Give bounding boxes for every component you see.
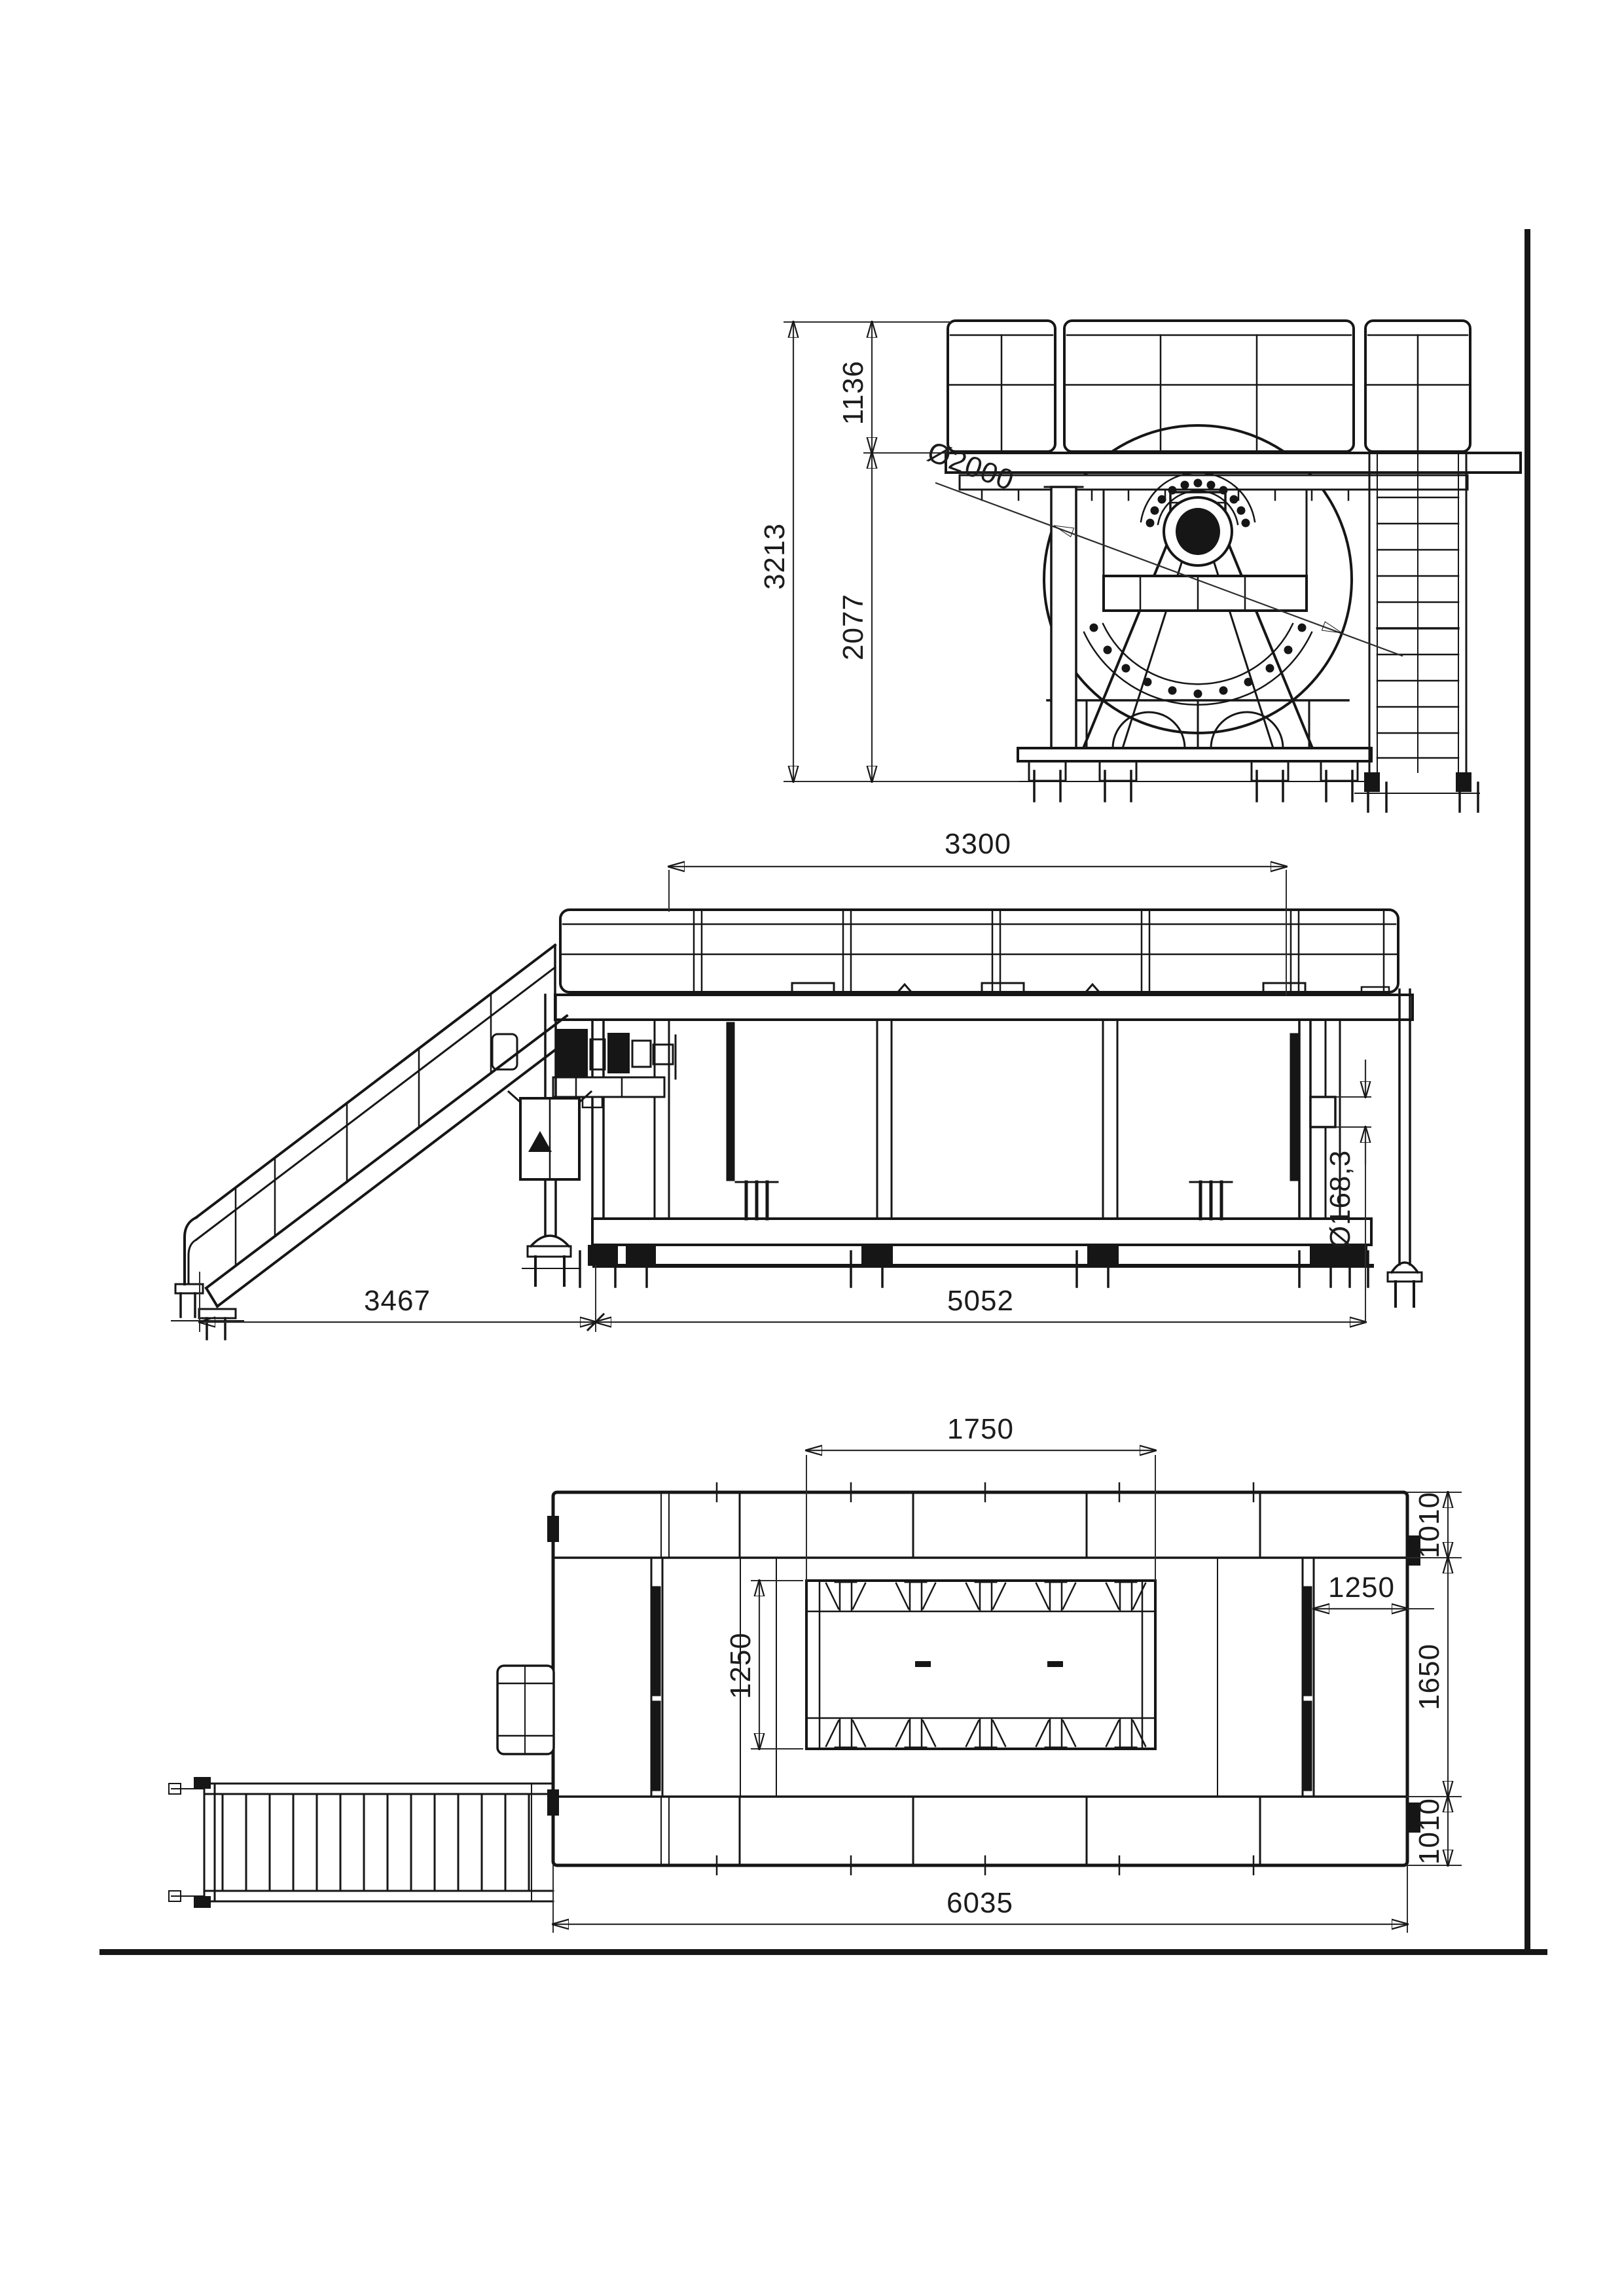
side-feet [580, 1245, 1372, 1287]
dim-platform-length: 3300 [945, 828, 1011, 860]
plan-outline [553, 1492, 1407, 1865]
page-border-bottom [99, 1949, 1547, 1955]
drum-opening [806, 1581, 1155, 1749]
dim-front-lower-height: 2077 [837, 594, 869, 660]
plan-stairs [169, 1777, 553, 1908]
dim-center-width: 1650 [1413, 1643, 1445, 1710]
edge-ticks [717, 1483, 1254, 1874]
dim-front-margin: 1010 [1413, 1492, 1445, 1558]
dim-opening-length: 1750 [947, 1413, 1014, 1445]
front-base [1016, 748, 1377, 801]
side-view [171, 828, 1422, 1339]
dim-front-upper-height: 1136 [837, 360, 869, 425]
side-deck [555, 995, 1413, 1020]
dim-pipe-diameter: Ø168,3 [1324, 1149, 1356, 1249]
dim-right-bay-width: 1250 [1328, 1571, 1395, 1604]
dim-rear-margin: 1010 [1413, 1798, 1445, 1865]
front-view [759, 321, 1521, 812]
plan-view [169, 1413, 1461, 1932]
dim-front-total-height: 3213 [759, 523, 791, 590]
dim-stair-span: 3467 [364, 1285, 431, 1317]
side-dimensions [200, 828, 1371, 1331]
watermark-band-middle [98, 873, 625, 890]
watermark-band-top [776, 287, 1407, 304]
side-staircase [171, 945, 571, 1339]
pipe-stub [1310, 1097, 1335, 1127]
side-railing [560, 910, 1398, 992]
dim-frame-length: 5052 [947, 1285, 1014, 1317]
side-body [592, 1020, 1371, 1245]
dim-opening-width: 1250 [725, 1632, 757, 1699]
drive-assembly [492, 1029, 676, 1107]
crossbeam [1104, 576, 1307, 611]
front-railing [948, 321, 1470, 452]
control-cabinet [509, 1092, 591, 1179]
right-column [1388, 990, 1422, 1306]
dim-drum-diameter: Ø2000 [923, 435, 1019, 497]
page-border-right [1525, 229, 1530, 1955]
front-stair-tower [1355, 452, 1479, 812]
dim-overall-length: 6035 [947, 1887, 1013, 1919]
